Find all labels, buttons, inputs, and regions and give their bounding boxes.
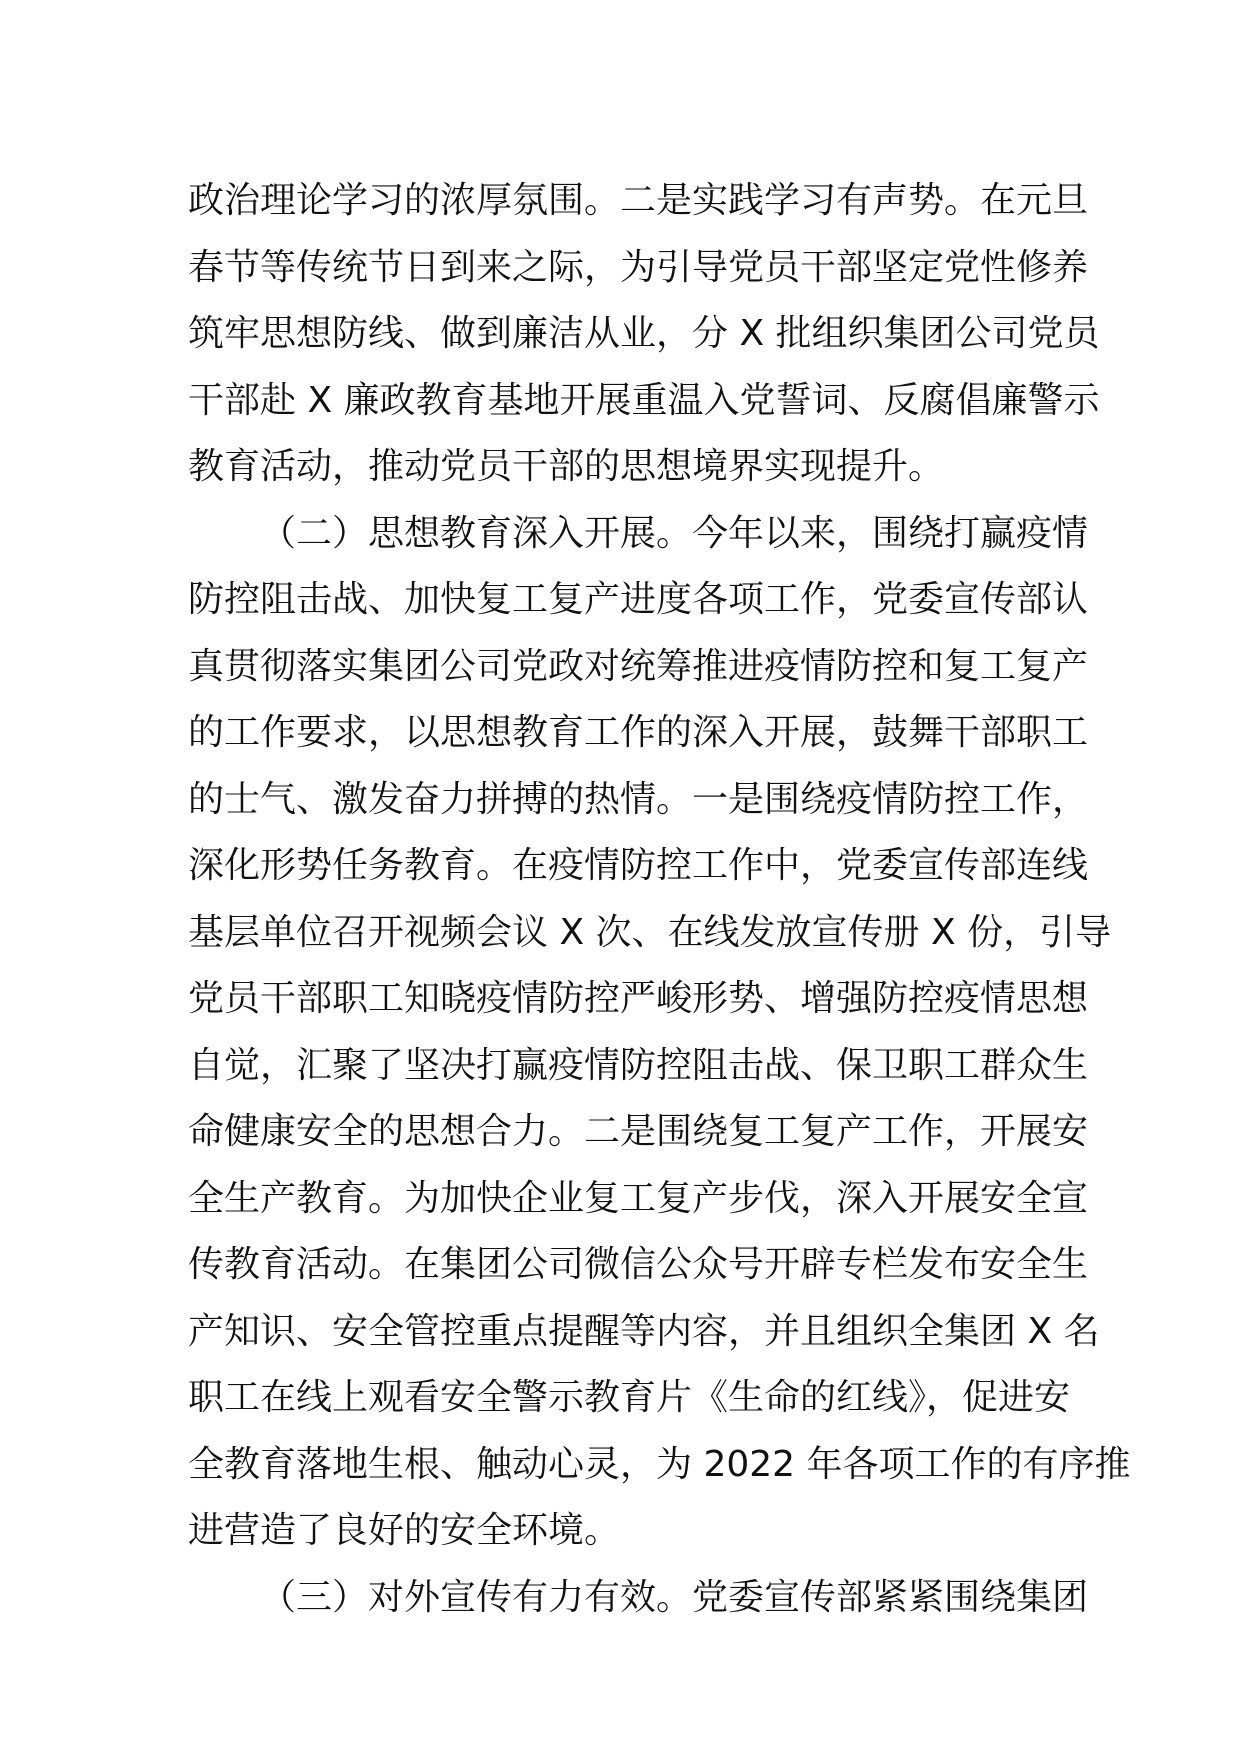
text-line: 党员干部职工知晓疫情防控严峻形势、增强防控疫情思想: [188, 978, 1089, 1019]
section-heading-line: （三）对外宣传有力有效。党委宣传部紧紧围绕集团: [260, 1576, 1089, 1618]
text-line: 全生产教育。为加快企业复工复产步伐，深入开展安全宣: [188, 1177, 1089, 1219]
text-line: 深化形势任务教育。在疫情防控工作中，党委宣传部连线: [188, 845, 1089, 886]
text-line: 真贯彻落实集团公司党政对统筹推进疫情防控和复工复产: [188, 645, 1089, 687]
text-line: 命健康安全的思想合力。二是围绕复工复产工作，开展安: [188, 1111, 1089, 1152]
text-line: 春节等传统节日到来之际，为引导党员干部坚定党性修养: [188, 246, 1089, 288]
text-line: 筑牢思想防线、做到廉洁从业，分 X 批组织集团公司党员: [188, 313, 1100, 354]
text-line: 职工在线上观看安全警示教育片《生命的红线》，促进安: [188, 1377, 1071, 1418]
text-line: 基层单位召开视频会议 X 次、在线发放宣传册 X 份，引导: [188, 911, 1112, 953]
section-heading-line: （二）思想教育深入开展。今年以来，围绕打赢疫情: [260, 512, 1089, 554]
text-line: 防控阻击战、加快复工复产进度各项工作，党委宣传部认: [188, 579, 1089, 620]
text-line: 传教育活动。在集团公司微信公众号开辟专栏发布安全生: [188, 1244, 1089, 1285]
text-line: 进营造了良好的安全环境。: [188, 1510, 621, 1551]
text-line: 产知识、安全管控重点提醒等内容，并且组织全集团 X 名: [188, 1310, 1100, 1352]
text-line: 自觉，汇聚了坚决打赢疫情防控阻击战、保卫职工群众生: [188, 1044, 1089, 1086]
text-line: 的士气、激发奋力拼搏的热情。一是围绕疫情防控工作，: [188, 778, 1089, 820]
text-line: 干部赴 X 廉政教育基地开展重温入党誓词、反腐倡廉警示: [188, 379, 1100, 421]
body-text: [188, 168, 1131, 1631]
text-line: 的工作要求，以思想教育工作的深入开展，鼓舞干部职工: [188, 712, 1089, 753]
text-line: 全教育落地生根、触动心灵，为 2022 年各项工作的有序推: [188, 1443, 1131, 1485]
text-line: 教育活动，推动党员干部的思想境界实现提升。: [188, 446, 945, 487]
text-line: 政治理论学习的浓厚氛围。二是实践学习有声势。在元旦: [188, 180, 1089, 221]
